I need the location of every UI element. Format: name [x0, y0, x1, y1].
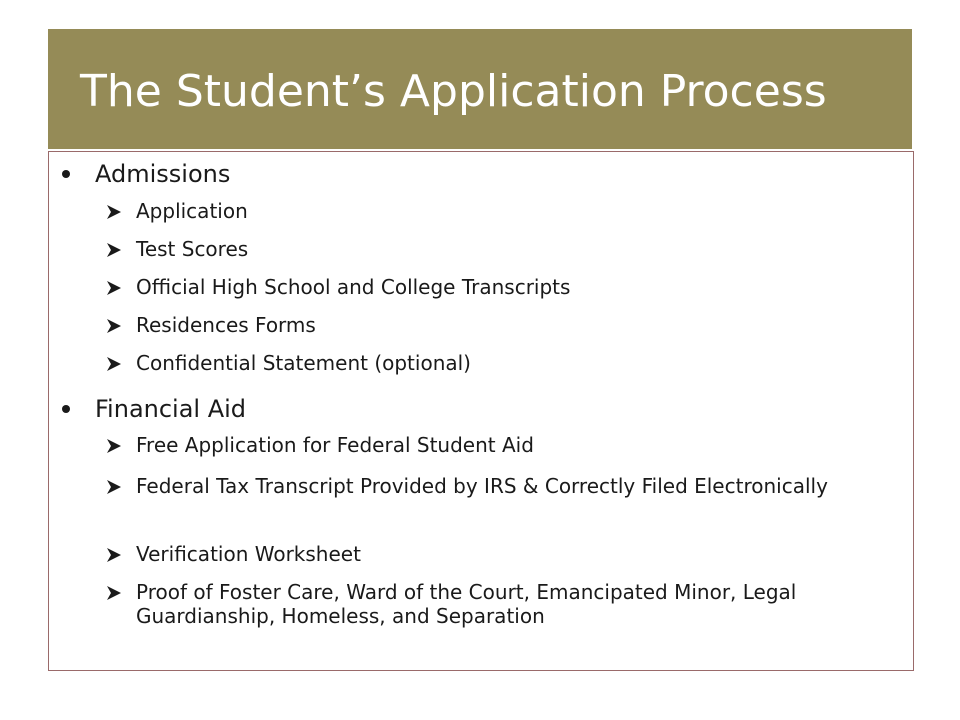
arrow-bullet-icon — [105, 203, 123, 221]
financial-item-verification-worksheet: Verification Worksheet — [136, 542, 361, 566]
admissions-item-application: Application — [136, 199, 248, 223]
admissions-item-residence-forms: Residences Forms — [136, 313, 316, 337]
financial-item-proof-documents: Proof of Foster Care, Ward of the Court, Emancipated Minor, Legal Guardianship, Homeless, and Separation — [136, 580, 797, 628]
arrow-bullet-icon — [105, 584, 123, 602]
arrow-bullet-icon — [105, 241, 123, 259]
arrow-bullet-icon — [105, 478, 123, 496]
bullet-dot-icon — [62, 405, 70, 413]
slide-title: The Student’s Application Process — [80, 66, 827, 117]
content-box — [48, 151, 914, 671]
bullet-admissions — [49, 158, 913, 192]
section-label-financial-aid: Financial Aid — [95, 395, 247, 423]
arrow-bullet-icon — [105, 317, 123, 335]
bullet-dot-icon — [62, 170, 70, 178]
bullet-financial-aid — [49, 393, 913, 427]
arrow-bullet-icon — [105, 546, 123, 564]
admissions-item-transcripts: Official High School and College Transcripts — [136, 275, 571, 299]
financial-item-tax-transcript: Federal Tax Transcript Provided by IRS & Correctly Filed Electronically — [136, 474, 828, 498]
financial-item-fafsa: Free Application for Federal Student Aid — [136, 433, 534, 457]
admissions-item-confidential-statement: Confidential Statement (optional) — [136, 351, 471, 375]
section-label-admissions: Admissions — [95, 160, 231, 188]
arrow-bullet-icon — [105, 437, 123, 455]
admissions-item-test-scores: Test Scores — [136, 237, 249, 261]
arrow-bullet-icon — [105, 279, 123, 297]
title-bar — [48, 29, 912, 149]
arrow-bullet-icon — [105, 355, 123, 373]
